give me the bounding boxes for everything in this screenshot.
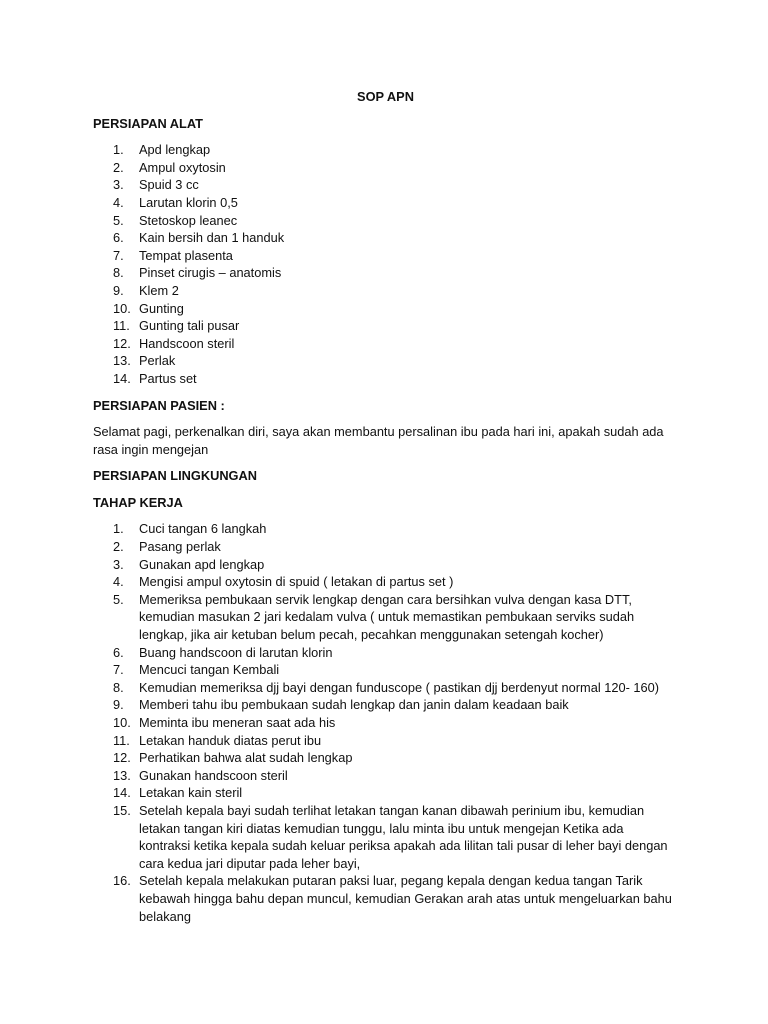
list-item-text: Kain bersih dan 1 handuk xyxy=(139,230,285,246)
heading-tahap-kerja: TAHAP KERJA xyxy=(93,494,183,510)
list-item-alat xyxy=(93,300,678,318)
heading-persiapan-pasien: PERSIAPAN PASIEN : xyxy=(93,397,225,413)
list-item-text: Gunakan apd lengkap xyxy=(139,556,265,572)
list-item-number: 7. xyxy=(113,662,124,678)
list-item-text: Buang handscoon di larutan klorin xyxy=(139,644,333,660)
list-item-alat xyxy=(93,335,678,353)
list-item-kerja xyxy=(93,679,678,697)
list-item-alat xyxy=(93,282,678,300)
list-item-kerja xyxy=(93,767,678,785)
list-item-text: Apd lengkap xyxy=(139,142,211,158)
list-item-text: Mencuci tangan Kembali xyxy=(139,662,280,678)
list-item-number: 9. xyxy=(113,697,124,713)
list-item-kerja xyxy=(93,802,678,872)
list-item-kerja xyxy=(93,732,678,750)
list-item-number: 1. xyxy=(113,521,124,537)
list-item-number: 14. xyxy=(113,785,131,801)
list-item-number: 12. xyxy=(113,750,131,766)
list-item-text: Gunting tali pusar xyxy=(139,318,240,334)
list-item-text: Meminta ibu meneran saat ada his xyxy=(139,715,336,730)
list-item-number: 3. xyxy=(113,556,124,572)
list-item-text: Pinset cirugis – anatomis xyxy=(139,265,282,281)
list-item-kerja xyxy=(93,696,678,714)
list-item-text: Partus set xyxy=(139,370,197,386)
list-item-alat xyxy=(93,194,678,212)
list-item-text: Klem 2 xyxy=(139,282,179,298)
list-item-text: Kemudian memeriksa djj bayi dengan funduscope ( pastikan djj berdenyut normal 120- 160) xyxy=(139,679,659,695)
heading-persiapan-alat: PERSIAPAN ALAT xyxy=(93,115,203,131)
list-item-text: Perhatikan bahwa alat sudah lengkap xyxy=(139,750,353,766)
list-item-alat xyxy=(93,141,678,159)
list-item-text: Setelah kepala melakukan putaran paksi luar, pegang kepala dengan kedua tangan Tarik kebawah hingga bahu depan muncul, kemudian Gerakan arah atas untuk mengeluarkan bahu belakang xyxy=(139,873,672,924)
list-item-alat xyxy=(93,264,678,282)
list-item-kerja xyxy=(93,749,678,767)
list-item-number: 8. xyxy=(113,679,124,695)
list-item-text: Cuci tangan 6 langkah xyxy=(139,521,267,537)
list-item-kerja xyxy=(93,520,678,538)
list-item-number: 5. xyxy=(113,591,124,607)
list-item-kerja xyxy=(93,644,678,662)
list-item-kerja xyxy=(93,784,678,802)
list-item-text: Pasang perlak xyxy=(139,539,221,555)
list-item-kerja xyxy=(93,556,678,574)
paragraph-persiapan-pasien: Selamat pagi, perkenalkan diri, saya akan membantu persalinan ibu pada hari ini, apakah sudah ada rasa ingin mengejan xyxy=(93,424,664,457)
list-item-number: 10. xyxy=(113,300,131,316)
list-item-alat xyxy=(93,352,678,370)
list-item-text: Ampul oxytosin xyxy=(139,159,226,175)
list-item-number: 11. xyxy=(113,318,130,334)
list-item-number: 16. xyxy=(113,873,131,889)
list-item-number: 3. xyxy=(113,177,124,193)
list-item-number: 10. xyxy=(113,715,131,730)
list-item-text: Mengisi ampul oxytosin di spuid ( letakan di partus set ) xyxy=(139,574,454,590)
list-item-number: 4. xyxy=(113,574,124,590)
list-item-text: Handscoon steril xyxy=(139,335,235,351)
list-item-alat xyxy=(93,370,678,388)
list-item-number: 4. xyxy=(113,194,124,210)
list-item-alat xyxy=(93,159,678,177)
list-item-number: 9. xyxy=(113,282,124,298)
list-item-number: 15. xyxy=(113,802,131,818)
list-item-kerja xyxy=(93,872,678,925)
list-item-number: 6. xyxy=(113,230,124,246)
list-item-number: 7. xyxy=(113,247,124,263)
list-item-text: Letakan kain steril xyxy=(139,785,243,801)
list-item-text: Stetoskop leanec xyxy=(139,212,238,228)
list-item-text: Gunakan handscoon steril xyxy=(139,767,288,783)
list-item-alat xyxy=(93,229,678,247)
list-item-number: 13. xyxy=(113,353,131,369)
list-item-number: 14. xyxy=(113,370,131,386)
heading-persiapan-lingkungan: PERSIAPAN LINGKUNGAN xyxy=(93,468,257,484)
list-item-text: Tempat plasenta xyxy=(139,247,233,263)
list-tahap-kerja xyxy=(93,520,678,925)
list-item-number: 2. xyxy=(113,539,124,555)
document-title: SOP APN xyxy=(357,89,414,104)
list-item-alat xyxy=(93,212,678,230)
list-item-alat xyxy=(93,176,678,194)
list-item-number: 13. xyxy=(113,767,131,783)
list-item-number: 1. xyxy=(113,142,124,158)
list-item-text: Larutan klorin 0,5 xyxy=(139,194,238,210)
list-item-text: Memeriksa pembukaan servik lengkap dengan cara bersihkan vulva dengan kasa DTT, kemudian masukan 2 jari kedalam vulva ( untuk memastikan pembukaan serviks sudah lengkap, jika air ketuban belum pecah, pecahkan menggunakan setengah kocher) xyxy=(139,591,635,643)
list-item-text: Perlak xyxy=(139,353,176,369)
list-item-kerja xyxy=(93,591,678,644)
list-item-text: Spuid 3 cc xyxy=(139,177,199,193)
list-item-kerja xyxy=(93,661,678,679)
list-item-kerja xyxy=(93,538,678,556)
list-item-alat xyxy=(93,247,678,265)
list-item-text: Setelah kepala bayi sudah terlihat letakan tangan kanan dibawah perinium ibu, kemudian letakan tangan kiri diatas kemudian tunggu, lalu minta ibu untuk mengejan Ketika ada kontraksi ketika kepala sudah keluar periksa apakah ada lilitan tali pusar di leher bayi dengan cara kedua jari diputar pada leher bayi, xyxy=(139,802,668,871)
list-item-text: Gunting xyxy=(139,300,184,316)
list-item-number: 8. xyxy=(113,265,124,281)
list-item-text: Memberi tahu ibu pembukaan sudah lengkap dan janin dalam keadaan baik xyxy=(139,697,569,713)
list-item-number: 6. xyxy=(113,644,124,660)
list-item-alat xyxy=(93,317,678,335)
list-item-kerja xyxy=(93,573,678,591)
list-item-text: Letakan handuk diatas perut ibu xyxy=(139,732,322,748)
list-item-kerja xyxy=(93,714,678,732)
list-item-number: 11. xyxy=(113,732,130,748)
list-item-number: 12. xyxy=(113,335,131,351)
list-persiapan-alat xyxy=(93,141,678,387)
list-item-number: 2. xyxy=(113,159,124,175)
list-item-number: 5. xyxy=(113,212,124,228)
